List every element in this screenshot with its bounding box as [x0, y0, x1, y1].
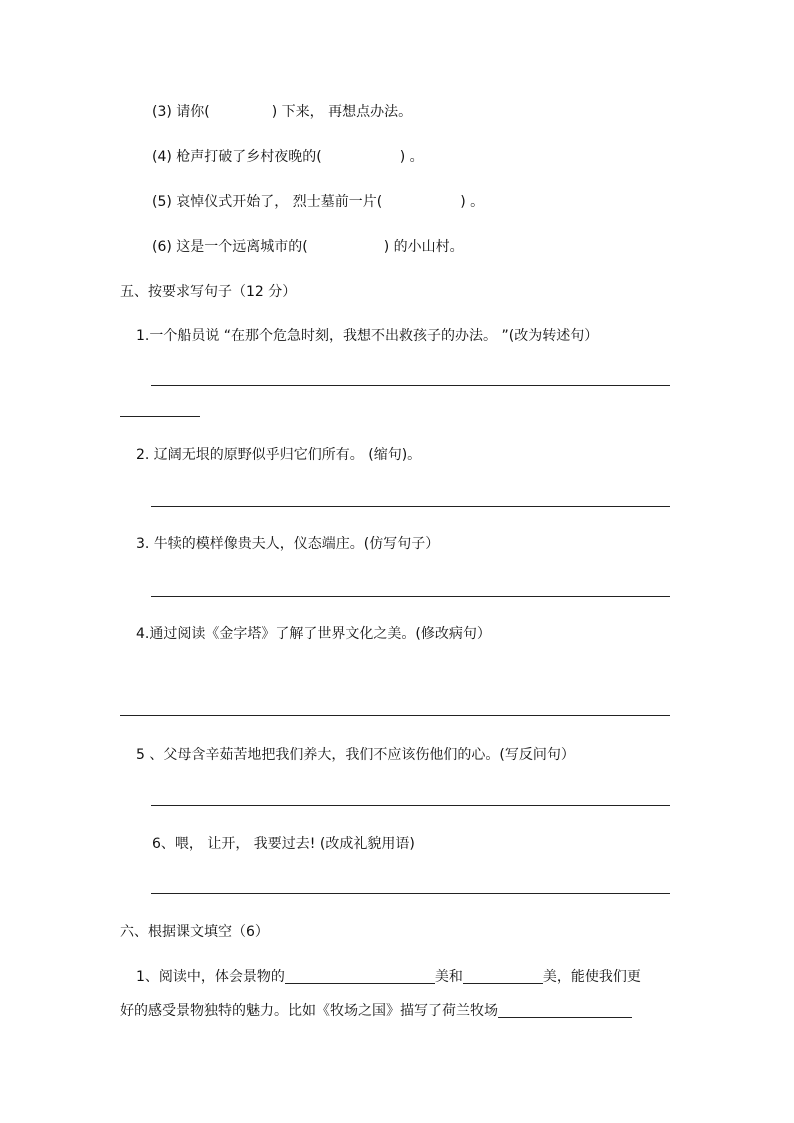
q6-1-line2-text: 好的感受景物独特的魅力。比如《牧场之国》描写了荷兰牧场 — [120, 1003, 498, 1019]
q5-4-answer-line[interactable] — [120, 715, 670, 716]
item-4-after: ) 。 — [399, 149, 424, 165]
q5-1-answer-line[interactable] — [151, 385, 670, 386]
item-3-before: (3) 请你( — [152, 104, 210, 120]
q5-6-answer-line[interactable] — [151, 893, 670, 894]
item-3-after: ) 下来， 再想点办法。 — [271, 104, 413, 120]
item-5-after: ) 。 — [460, 194, 485, 210]
q5-1-answer-line-cont[interactable] — [120, 416, 200, 417]
q5-6-text: 6、喂， 让开， 我要过去! (改成礼貌用语) — [152, 836, 415, 852]
q6-1-part2: 美和 — [434, 969, 463, 985]
item-4-before: (4) 枪声打破了乡村夜晚的( — [152, 149, 322, 165]
q5-1-text: 1.一个船员说 “在那个危急时刻，我想不出救孩子的办法。 ”(改为转述句） — [136, 328, 599, 344]
item-4 — [152, 147, 424, 167]
item-6-before: (6) 这是一个远离城市的( — [152, 239, 308, 255]
q6-1-blank-2[interactable] — [463, 967, 543, 984]
q6-1-line2 — [120, 1001, 632, 1021]
q5-2-text: 2. 辽阔无垠的原野似乎归它们所有。 (缩句)。 — [136, 447, 422, 463]
q6-1-line1 — [136, 967, 641, 987]
q6-1-blank-3[interactable] — [498, 1001, 632, 1018]
q5-5-text: 5 、父母含辛茹苦地把我们养大，我们不应该伤他们的心。(写反问句） — [136, 747, 575, 763]
q6-1-blank-1[interactable] — [285, 967, 435, 984]
q5-3-text: 3. 牛犊的模样像贵夫人，仪态端庄。(仿写句子） — [136, 536, 440, 552]
q5-4-text: 4.通过阅读《金字塔》了解了世界文化之美。(修改病句） — [136, 626, 491, 642]
item-6 — [152, 237, 464, 257]
q5-2-answer-line[interactable] — [151, 506, 670, 507]
q5-3-answer-line[interactable] — [151, 596, 670, 597]
item-5 — [152, 192, 484, 212]
item-6-after: ) 的小山村。 — [383, 239, 464, 255]
q6-1-part1: 1、阅读中，体会景物的 — [136, 969, 285, 985]
item-5-before: (5) 哀悼仪式开始了， 烈士墓前一片( — [152, 194, 383, 210]
section6-title: 六、根据课文填空（6） — [120, 924, 269, 940]
section5-title: 五、按要求写句子（12 分） — [120, 284, 297, 300]
q6-1-part3: 美，能使我们更 — [542, 969, 641, 985]
item-3 — [152, 102, 412, 122]
q5-5-answer-line[interactable] — [151, 805, 670, 806]
